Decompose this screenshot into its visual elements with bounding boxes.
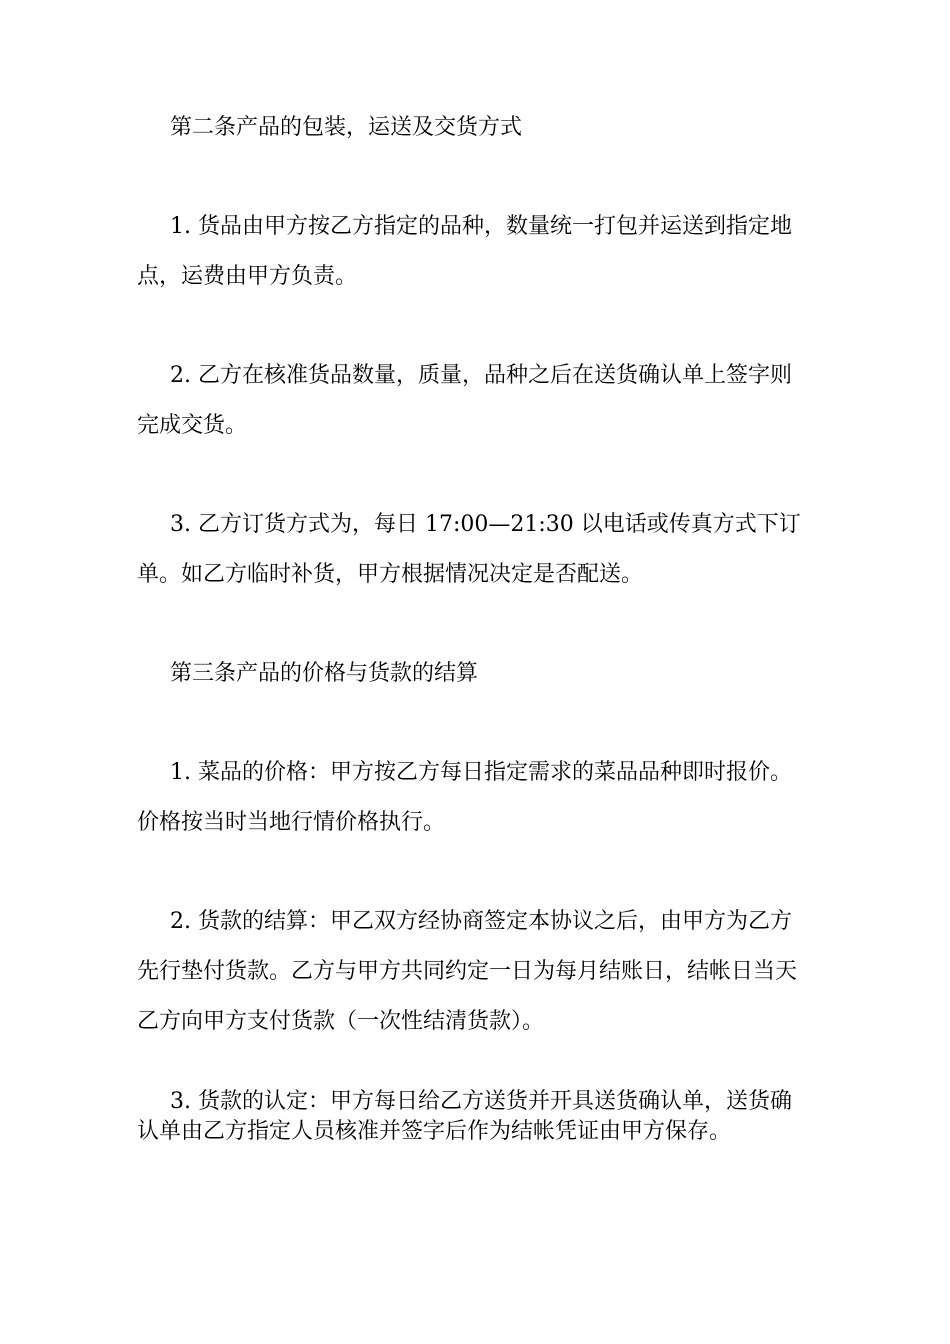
paragraph-line: 单。如乙方临时补货，甲方根据情况决定是否配送。 [137,562,644,587]
paragraph-line: 点，运费由甲方负责。 [137,264,358,289]
paragraph-line: 乙方向甲方支付货款（一次性结清货款）。 [137,1009,545,1034]
paragraph-line: 先行垫付货款。乙方与甲方共同约定一日为每月结账日，结帐日当天 [137,959,798,984]
section-heading: 第三条产品的价格与货款的结算 [170,661,479,686]
paragraph-line: 价格按当时当地行情价格执行。 [137,810,446,835]
paragraph-line: 1. 菜品的价格：甲方按乙方每日指定需求的菜品品种即时报价。 [170,760,792,785]
paragraph-line: 1. 货品由甲方按乙方指定的品种，数量统一打包并运送到指定地 [170,214,792,239]
paragraph-line: 3. 货款的认定：甲方每日给乙方送货并开具送货确认单，送货确 [170,1089,792,1114]
section-heading: 第二条产品的包装，运送及交货方式 [170,115,523,140]
paragraph-line: 完成交货。 [137,413,248,438]
paragraph-line: 3. 乙方订货方式为，每日 17:00—21:30 以电话或传真方式下订 [170,512,801,537]
paragraph-line: 认单由乙方指定人员核准并签字后作为结帐凭证由甲方保存。 [137,1119,732,1144]
paragraph-line: 2. 乙方在核准货品数量，质量，品种之后在送货确认单上签字则 [170,363,792,388]
paragraph-line: 2. 货款的结算：甲乙双方经协商签定本协议之后，由甲方为乙方 [170,909,792,934]
